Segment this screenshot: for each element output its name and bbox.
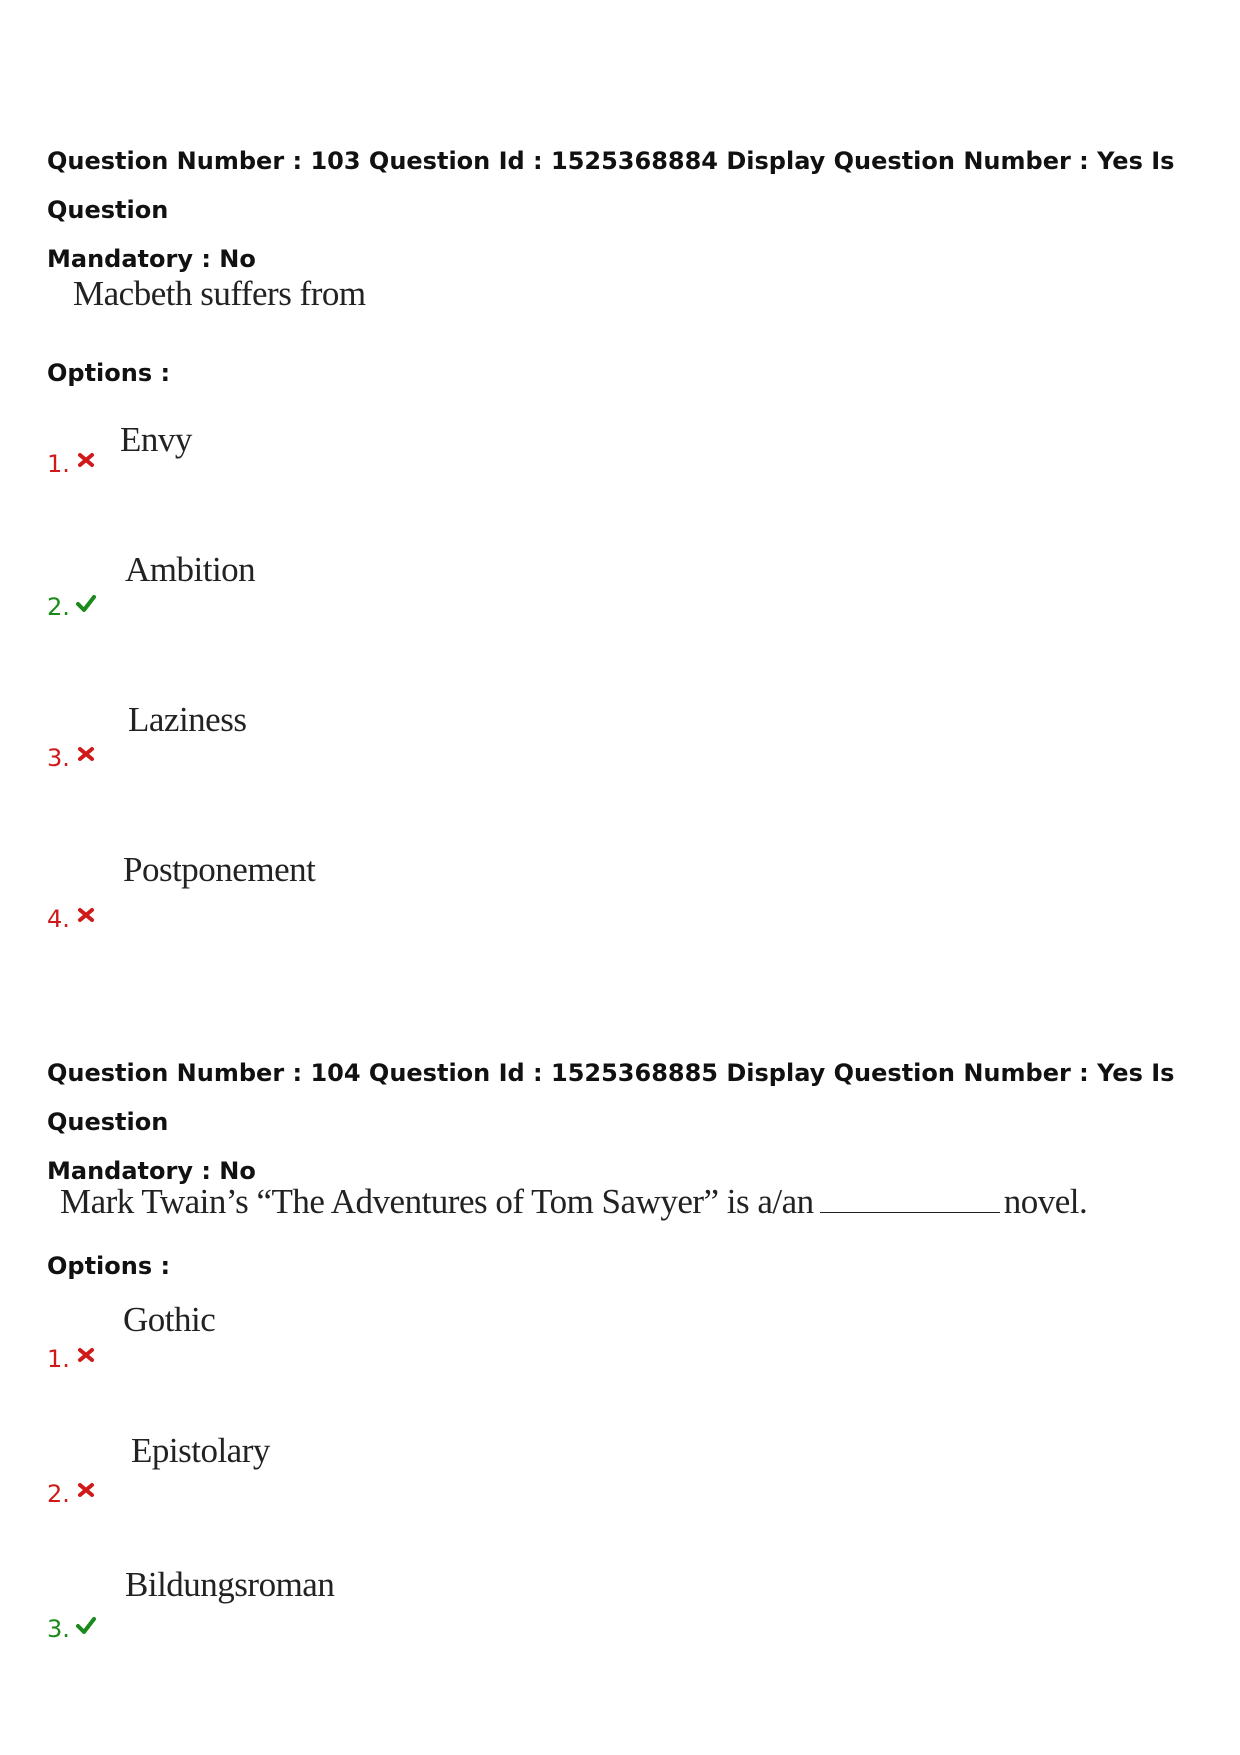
option-text: Laziness xyxy=(128,700,247,739)
question-text xyxy=(60,1182,1087,1222)
question-header-line1: Question Number : 104 Question Id : 1525368885 Display Question Number : Yes Is Question xyxy=(47,1059,1175,1136)
question-text-before-blank: Mark Twain’s “The Adventures of Tom Sawyer” is a/an xyxy=(60,1182,814,1221)
cross-icon xyxy=(76,744,96,764)
option-number: 4. xyxy=(47,905,96,933)
option-number: 3. xyxy=(47,744,96,772)
option-number: 1. xyxy=(47,450,96,478)
question-header xyxy=(47,137,1207,284)
options-label: Options : xyxy=(47,1252,171,1280)
cross-icon xyxy=(76,1345,96,1365)
question-header-line1: Question Number : 103 Question Id : 1525368884 Display Question Number : Yes Is Question xyxy=(47,147,1175,224)
option-number: 1. xyxy=(47,1345,96,1373)
option-text: Bildungsroman xyxy=(125,1565,335,1604)
cross-icon xyxy=(76,1480,96,1500)
options-label: Options : xyxy=(47,359,171,387)
fill-in-blank xyxy=(820,1182,1000,1213)
option-number: 3. xyxy=(47,1615,96,1643)
cross-icon xyxy=(76,450,96,470)
question-header xyxy=(47,1049,1207,1196)
option-text: Ambition xyxy=(125,550,256,589)
check-icon xyxy=(76,1615,96,1635)
check-icon xyxy=(76,593,96,613)
option-text: Envy xyxy=(120,420,192,459)
option-number: 2. xyxy=(47,593,96,621)
option-number: 2. xyxy=(47,1480,96,1508)
cross-icon xyxy=(76,905,96,925)
question-header-line2: Mandatory : No xyxy=(47,245,256,273)
option-text: Gothic xyxy=(123,1300,216,1339)
question-text: Macbeth suffers from xyxy=(73,274,366,313)
option-text: Postponement xyxy=(123,850,316,889)
question-header-line2: Mandatory : No xyxy=(47,1157,256,1185)
question-text-after-blank: novel. xyxy=(1003,1182,1088,1221)
option-text: Epistolary xyxy=(131,1431,270,1470)
